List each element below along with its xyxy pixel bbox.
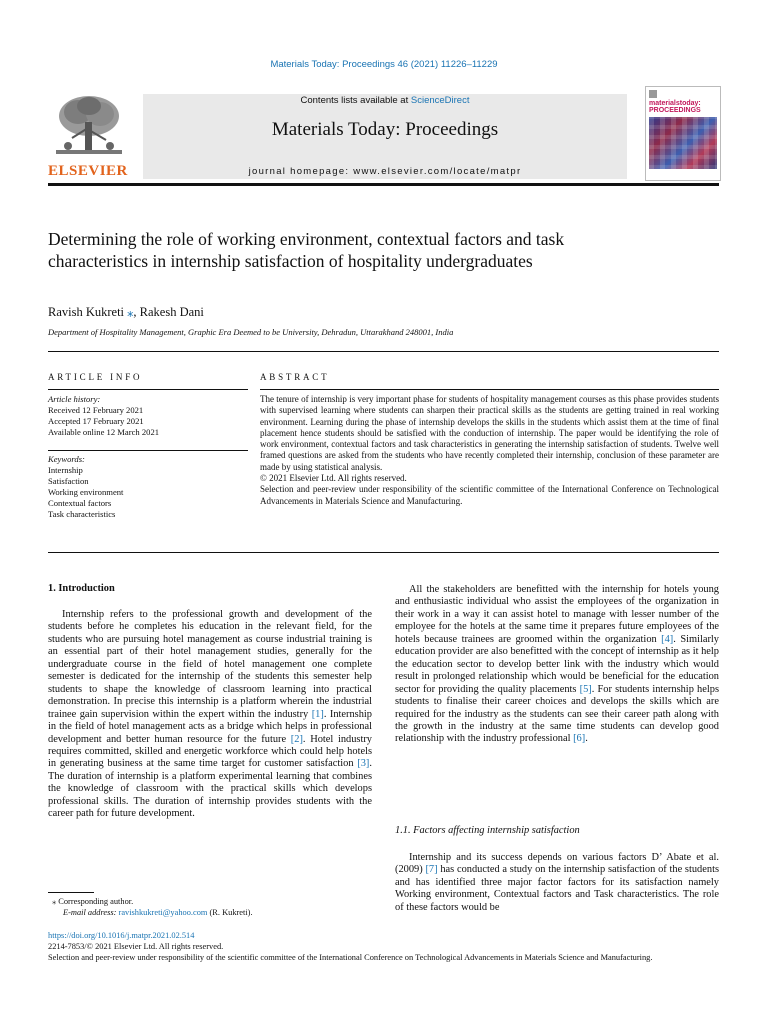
- accepted-date: Accepted 17 February 2021: [48, 416, 144, 426]
- affiliation: Department of Hospitality Management, Graphic Era Deemed to be University, Dehradun, Uttarakhand 248001, India: [48, 327, 454, 337]
- corresponding-note: ⁎ Corresponding author.: [52, 897, 134, 906]
- article-title: Determining the role of working environment, contextual factors and task characteristics in internship satisfaction of hospitality undergraduates: [48, 229, 565, 271]
- abstract-peer-review: Selection and peer-review under responsibility of the scientific committee of the International Conference on Technological Advancements in Materials Science and Manufacturing.: [260, 484, 719, 506]
- cover-elsevier-mark: [649, 90, 657, 98]
- intro-paragraph: [48, 609, 372, 821]
- received-date: Received 12 February 2021: [48, 405, 144, 415]
- text-run: . The duration of internship is a platform experimental learning that combines the knowledge of classroom with the practical skills which develops professional skills. The duration of internship provides students with the career path for future development.: [48, 758, 372, 820]
- citation-ref[interactable]: [4]: [661, 633, 674, 645]
- keyword-item: Working environment: [48, 487, 124, 497]
- citation-ref[interactable]: [5]: [579, 683, 592, 695]
- text-run: All the stakeholders are benefitted with the internship for hotels young and enthusiastic individual who assist the employees of the organization in their work in a way it can assist hotel to manage with lesser number of the employee for the hotels at the same time it prepares future employees of the hotels because trainees are groomed within the organization: [395, 584, 719, 645]
- keyword-item: Task characteristics: [48, 509, 116, 519]
- info-rule: [48, 389, 248, 390]
- text-run: . Hotel industry requires committed, skilled and energetic workforce which could help hotels in generating business at the same time target for customer satisfaction: [48, 733, 373, 770]
- corresponding-author-mark[interactable]: ⁎: [127, 305, 134, 319]
- text-run: . For students internship helps students to finalise their career choices and develops the skills which are required for the industry as the students can see their career path along with the growth in the industry at the same time students can develop good relationship with the industry professional: [395, 683, 719, 745]
- abstract-rule: [260, 389, 719, 390]
- article-history: [48, 394, 248, 438]
- email-suffix: (R. Kukreti).: [207, 908, 253, 917]
- journal-cover: [645, 86, 721, 181]
- publisher-wordmark: ELSEVIER: [48, 163, 128, 179]
- doi-link[interactable]: https://doi.org/10.1016/j.matpr.2021.02.514: [48, 931, 195, 940]
- article-info-heading: ARTICLE INFO: [48, 372, 143, 382]
- right-column-continued: [395, 852, 719, 914]
- email-label: E-mail address:: [63, 908, 119, 917]
- issn-line: 2214-7853/© 2021 Elsevier Ltd. All rights reserved.: [48, 942, 224, 951]
- abstract-text: The tenure of internship is very important phase for students of hospitality management courses as this phase provides students with supervised learning where students can sharpen their practical skills as the students are getting trained in real working environment. Learning during the phase of internship develops the skills in the students which assist them at the time of final placement hence students should be satisfied with the conduction of internship. The paper would be identifying the role of work environment, contextual factors and task characteristics in generating the internship satisfaction of students. Twelve well framed questions are asked from the students who have recently completed their internship, conclusion of these parameter are made by using statistical analysis.: [260, 394, 719, 472]
- page-footer: [48, 930, 719, 963]
- online-date: Available online 12 March 2021: [48, 427, 160, 437]
- footnote: [52, 896, 372, 918]
- subsection-heading: 1.1. Factors affecting internship satisfaction: [395, 825, 580, 836]
- keyword-item: Contextual factors: [48, 498, 112, 508]
- journal-title: Materials Today: Proceedings: [271, 119, 499, 140]
- abstract-body: [260, 394, 719, 507]
- email-line: [52, 907, 372, 918]
- elsevier-tree-icon: [48, 92, 130, 162]
- history-label: Article history:: [48, 394, 101, 404]
- footer-peer-review: Selection and peer-review under responsibility of the scientific committee of the International Conference on Technological Advancements in Materials Science and Manufacturing.: [48, 953, 653, 962]
- factors-paragraph: [395, 852, 719, 914]
- email-link[interactable]: ravishkukreti@yahoo.com: [118, 908, 208, 917]
- author-1: Ravish Kukreti: [48, 305, 125, 319]
- text-run: . Internship in the field of hotel management acts as a bridge which helps in professional development and better human resource for the future: [48, 708, 372, 745]
- text-run: . Similarly education provider are also benefitted with the concept of internship as it help the education sector to develop better link with the industry which would result in prolonged relationship which would be beneficial for the education sector for providing the quality placements: [395, 633, 719, 695]
- keywords: [48, 454, 248, 520]
- elsevier-logo: [48, 92, 130, 162]
- abstract-copyright: © 2021 Elsevier Ltd. All rights reserved.: [260, 473, 407, 484]
- stakeholders-paragraph: [395, 584, 719, 746]
- right-column: [395, 584, 719, 746]
- journal-homepage[interactable]: journal homepage: www.elsevier.com/locate/matpr: [248, 166, 522, 177]
- contents-line: [143, 95, 627, 106]
- left-column: [48, 609, 372, 821]
- citation-link[interactable]: Materials Today: Proceedings 46 (2021) 11226–11229: [270, 59, 498, 70]
- citation-ref[interactable]: [3]: [357, 758, 370, 770]
- section-heading-introduction: 1. Introduction: [48, 583, 115, 594]
- citation-ref[interactable]: [1]: [311, 708, 324, 720]
- contents-prefix: Contents lists available at: [300, 95, 411, 106]
- authors: [48, 304, 204, 320]
- front-matter-rule: [48, 552, 719, 553]
- masthead-rule: [48, 183, 719, 186]
- citation-ref[interactable]: [2]: [290, 733, 303, 745]
- title-rule: [48, 351, 719, 352]
- citation-ref[interactable]: [6]: [573, 733, 586, 745]
- cover-title: materialstoday: PROCEEDINGS: [649, 100, 701, 114]
- text-run: Internship refers to the professional growth and development of the students before he completes his education in the relevant field, for the students who are pursuing hotel management as course industrial training is an essential part of their hotel management studies, generally for the undergraduate course in the field of hotel management one complete semester is dedicated for the internship of the students this semester help students to shape the knowledge of classroom learning into practical demonstration. In precise this internship is a platform wherein the industrial trainee gain supervision within the expert within the industry: [48, 609, 372, 720]
- sciencedirect-link[interactable]: ScienceDirect: [410, 95, 470, 106]
- footnote-rule: [48, 892, 94, 893]
- abstract-heading: ABSTRACT: [260, 372, 330, 382]
- text-run: Internship and its success depends on various factors D’ Abate et al. (2009): [395, 852, 719, 876]
- author-2: , Rakesh Dani: [133, 305, 204, 319]
- text-run: has conducted a study on the internship satisfaction of the students and has identified three major factor factors for its satisfaction namely Working environment, Contextual factors and Task characteristics. The role of these factors would be: [395, 864, 719, 913]
- text-run: .: [585, 733, 588, 745]
- keywords-rule: [48, 450, 248, 451]
- keyword-item: Satisfaction: [48, 476, 89, 486]
- keywords-label: Keywords:: [48, 454, 85, 464]
- keyword-item: Internship: [48, 465, 83, 475]
- citation-ref[interactable]: [7]: [425, 864, 438, 876]
